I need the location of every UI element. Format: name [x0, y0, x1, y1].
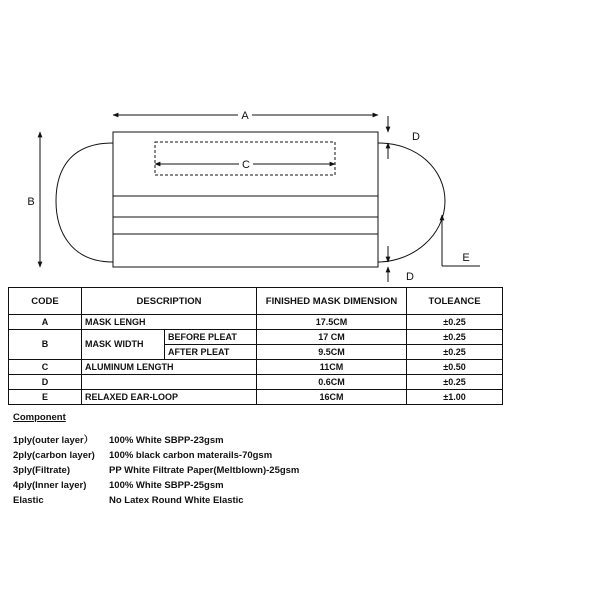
- label-e: E: [462, 252, 470, 264]
- cell-code: B: [9, 330, 82, 360]
- table-row: [9, 390, 503, 405]
- list-item: [13, 433, 413, 448]
- left-ear-loop: [56, 143, 113, 262]
- header-code: CODE: [9, 288, 82, 315]
- list-item: [13, 493, 413, 508]
- cell-description: ALUMINUM LENGTH: [82, 360, 257, 375]
- cell-tolerance: ±0.50: [407, 360, 503, 375]
- cell-tolerance: ±0.25: [407, 330, 503, 345]
- cell-code: D: [9, 375, 82, 390]
- component-material: 100% White SBPP-23gsm: [109, 435, 224, 446]
- component-material: PP White Filtrate Paper(Meltblown)-25gsm: [109, 465, 300, 476]
- list-item: [13, 448, 413, 463]
- mask-body: [113, 132, 378, 267]
- cell-dimension: 0.6CM: [257, 375, 407, 390]
- cell-description: MASK LENGH: [82, 315, 257, 330]
- cell-tolerance: ±1.00: [407, 390, 503, 405]
- table-row: [9, 315, 503, 330]
- cell-dimension: 11CM: [257, 360, 407, 375]
- header-tolerance: TOLEANCE: [407, 288, 503, 315]
- label-b: B: [27, 196, 35, 208]
- cell-code: A: [9, 315, 82, 330]
- component-list: [13, 412, 413, 508]
- cell-tolerance: ±0.25: [407, 375, 503, 390]
- component-material: 100% black carbon materails-70gsm: [109, 450, 273, 461]
- table-row: [9, 375, 503, 390]
- cell-sub-description: AFTER PLEAT: [165, 345, 257, 360]
- list-item: [13, 463, 413, 478]
- cell-dimension: 16CM: [257, 390, 407, 405]
- component-layer: 2ply(carbon layer): [13, 450, 95, 461]
- label-d-top: D: [412, 131, 420, 143]
- cell-dimension: 17 CM: [257, 330, 407, 345]
- cell-description: [82, 375, 257, 390]
- component-title: Component: [13, 412, 66, 423]
- header-dimension: FINISHED MASK DIMENSION: [257, 288, 407, 315]
- mask-diagram: [0, 0, 600, 290]
- label-c: C: [242, 159, 250, 171]
- component-material: No Latex Round White Elastic: [109, 495, 244, 506]
- cell-tolerance: ±0.25: [407, 345, 503, 360]
- cell-code: C: [9, 360, 82, 375]
- header-description: DESCRIPTION: [82, 288, 257, 315]
- cell-dimension: 9.5CM: [257, 345, 407, 360]
- right-ear-loop: [378, 143, 445, 262]
- cell-dimension: 17.5CM: [257, 315, 407, 330]
- table-row: [9, 360, 503, 375]
- component-layer: Elastic: [13, 495, 44, 506]
- component-layer: 4ply(Inner layer): [13, 480, 87, 491]
- label-a: A: [241, 110, 249, 122]
- label-d-bottom: D: [406, 271, 414, 283]
- table-row: [9, 330, 503, 345]
- cell-description: RELAXED EAR-LOOP: [82, 390, 257, 405]
- component-layer: 3ply(Filtrate): [13, 465, 71, 476]
- component-material: 100% White SBPP-25gsm: [109, 480, 224, 491]
- cell-tolerance: ±0.25: [407, 315, 503, 330]
- table-header-row: [9, 288, 503, 315]
- cell-description: MASK WIDTH: [82, 330, 165, 360]
- component-layer: 1ply(outer layer）: [13, 435, 94, 446]
- list-item: [13, 478, 413, 493]
- dimension-table: [8, 287, 503, 405]
- cell-sub-description: BEFORE PLEAT: [165, 330, 257, 345]
- cell-code: E: [9, 390, 82, 405]
